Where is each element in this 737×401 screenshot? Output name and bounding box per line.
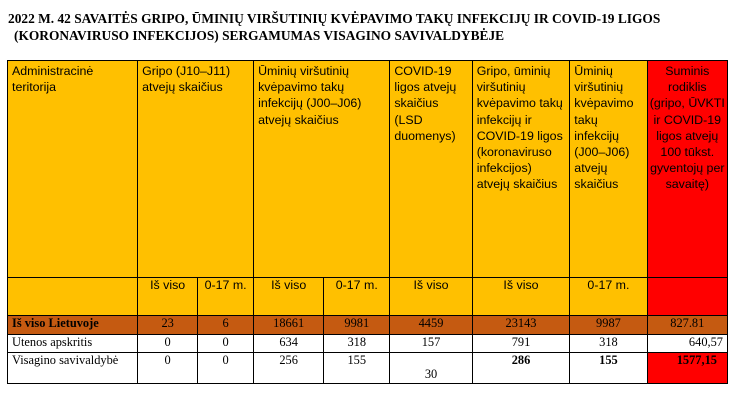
header-rate: Suminis rodiklis (gripo, ŪVKTI ir COVID-19 ligos atvejų 100 tūkst. gyventojų per savaitę) xyxy=(647,61,727,278)
header-territory: Administracinė teritorija xyxy=(8,61,138,278)
cell-combined: 286 xyxy=(472,353,570,384)
table-row-utena xyxy=(8,335,728,353)
cell-uri-0-17: 318 xyxy=(324,335,390,353)
cell-covid: 4459 xyxy=(390,316,472,335)
title-line-2: (KORONAVIRUSO INFEKCIJOS) SERGAMUMAS VISAGINO SAVIVALDYBĖJE xyxy=(14,27,505,43)
row-name: Visagino savivaldybė xyxy=(8,353,138,384)
header-uri-children: Ūminių viršutinių kvėpavimo takų infekcijų (J00–J06) atvejų skaičius xyxy=(570,61,647,278)
table-row-visaginas xyxy=(8,353,728,384)
cell-uri-children: 155 xyxy=(570,353,647,384)
subheader-flu-0-17: 0-17 m. xyxy=(198,278,254,316)
cell-uri-total: 256 xyxy=(254,353,324,384)
cell-flu-0-17: 0 xyxy=(198,335,254,353)
subheader-covid-total: Iš viso xyxy=(390,278,472,316)
cell-flu-0-17: 6 xyxy=(198,316,254,335)
header-flu: Gripo (J10–J11) atvejų skaičius xyxy=(138,61,254,278)
subheader-uri-0-17: 0-17 m. xyxy=(324,278,390,316)
row-name: Iš viso Lietuvoje xyxy=(8,316,138,335)
cell-rate: 640,57 xyxy=(647,335,727,353)
incidence-table xyxy=(7,60,728,384)
table-subheader-row xyxy=(8,278,728,316)
row-name: Utenos apskritis xyxy=(8,335,138,353)
cell-uri-total: 634 xyxy=(254,335,324,353)
table-header-row xyxy=(8,61,728,278)
header-covid: COVID-19 ligos atvejų skaičius (LSD duomenys) xyxy=(390,61,472,278)
subheader-flu-total: Iš viso xyxy=(138,278,198,316)
title-line-1: 2022 M. 42 SAVAITĖS GRIPO, ŪMINIŲ VIRŠUTINIŲ KVĖPAVIMO TAKŲ INFEKCIJŲ IR COVID-19 LIGOS xyxy=(8,11,661,26)
cell-rate-highlight: 1577,15 xyxy=(647,353,727,384)
header-combined: Gripo, ūminių viršutinių kvėpavimo takų infekcijų ir COVID-19 ligos (koronaviruso infekcijos) atvejų skaičius xyxy=(472,61,570,278)
header-uri: Ūminių viršutinių kvėpavimo takų infekcijų (J00–J06) atvejų skaičius xyxy=(254,61,390,278)
subheader-empty xyxy=(8,278,138,316)
cell-uri-0-17: 155 xyxy=(324,353,390,384)
subheader-uri-children-0-17: 0-17 m. xyxy=(570,278,647,316)
cell-uri-children: 9987 xyxy=(570,316,647,335)
table-row-lithuania xyxy=(8,316,728,335)
cell-covid: 157 xyxy=(390,335,472,353)
cell-flu-total: 23 xyxy=(138,316,198,335)
cell-flu-total: 0 xyxy=(138,335,198,353)
subheader-uri-total: Iš viso xyxy=(254,278,324,316)
cell-rate: 827.81 xyxy=(647,316,727,335)
cell-uri-children: 318 xyxy=(570,335,647,353)
cell-uri-total: 18661 xyxy=(254,316,324,335)
cell-flu-total: 0 xyxy=(138,353,198,384)
cell-covid: 30 xyxy=(390,353,472,384)
cell-combined: 23143 xyxy=(472,316,570,335)
subheader-rate xyxy=(647,278,727,316)
subheader-combined-total: Iš viso xyxy=(472,278,570,316)
document-title xyxy=(8,11,733,44)
cell-flu-0-17: 0 xyxy=(198,353,254,384)
cell-combined: 791 xyxy=(472,335,570,353)
cell-uri-0-17: 9981 xyxy=(324,316,390,335)
